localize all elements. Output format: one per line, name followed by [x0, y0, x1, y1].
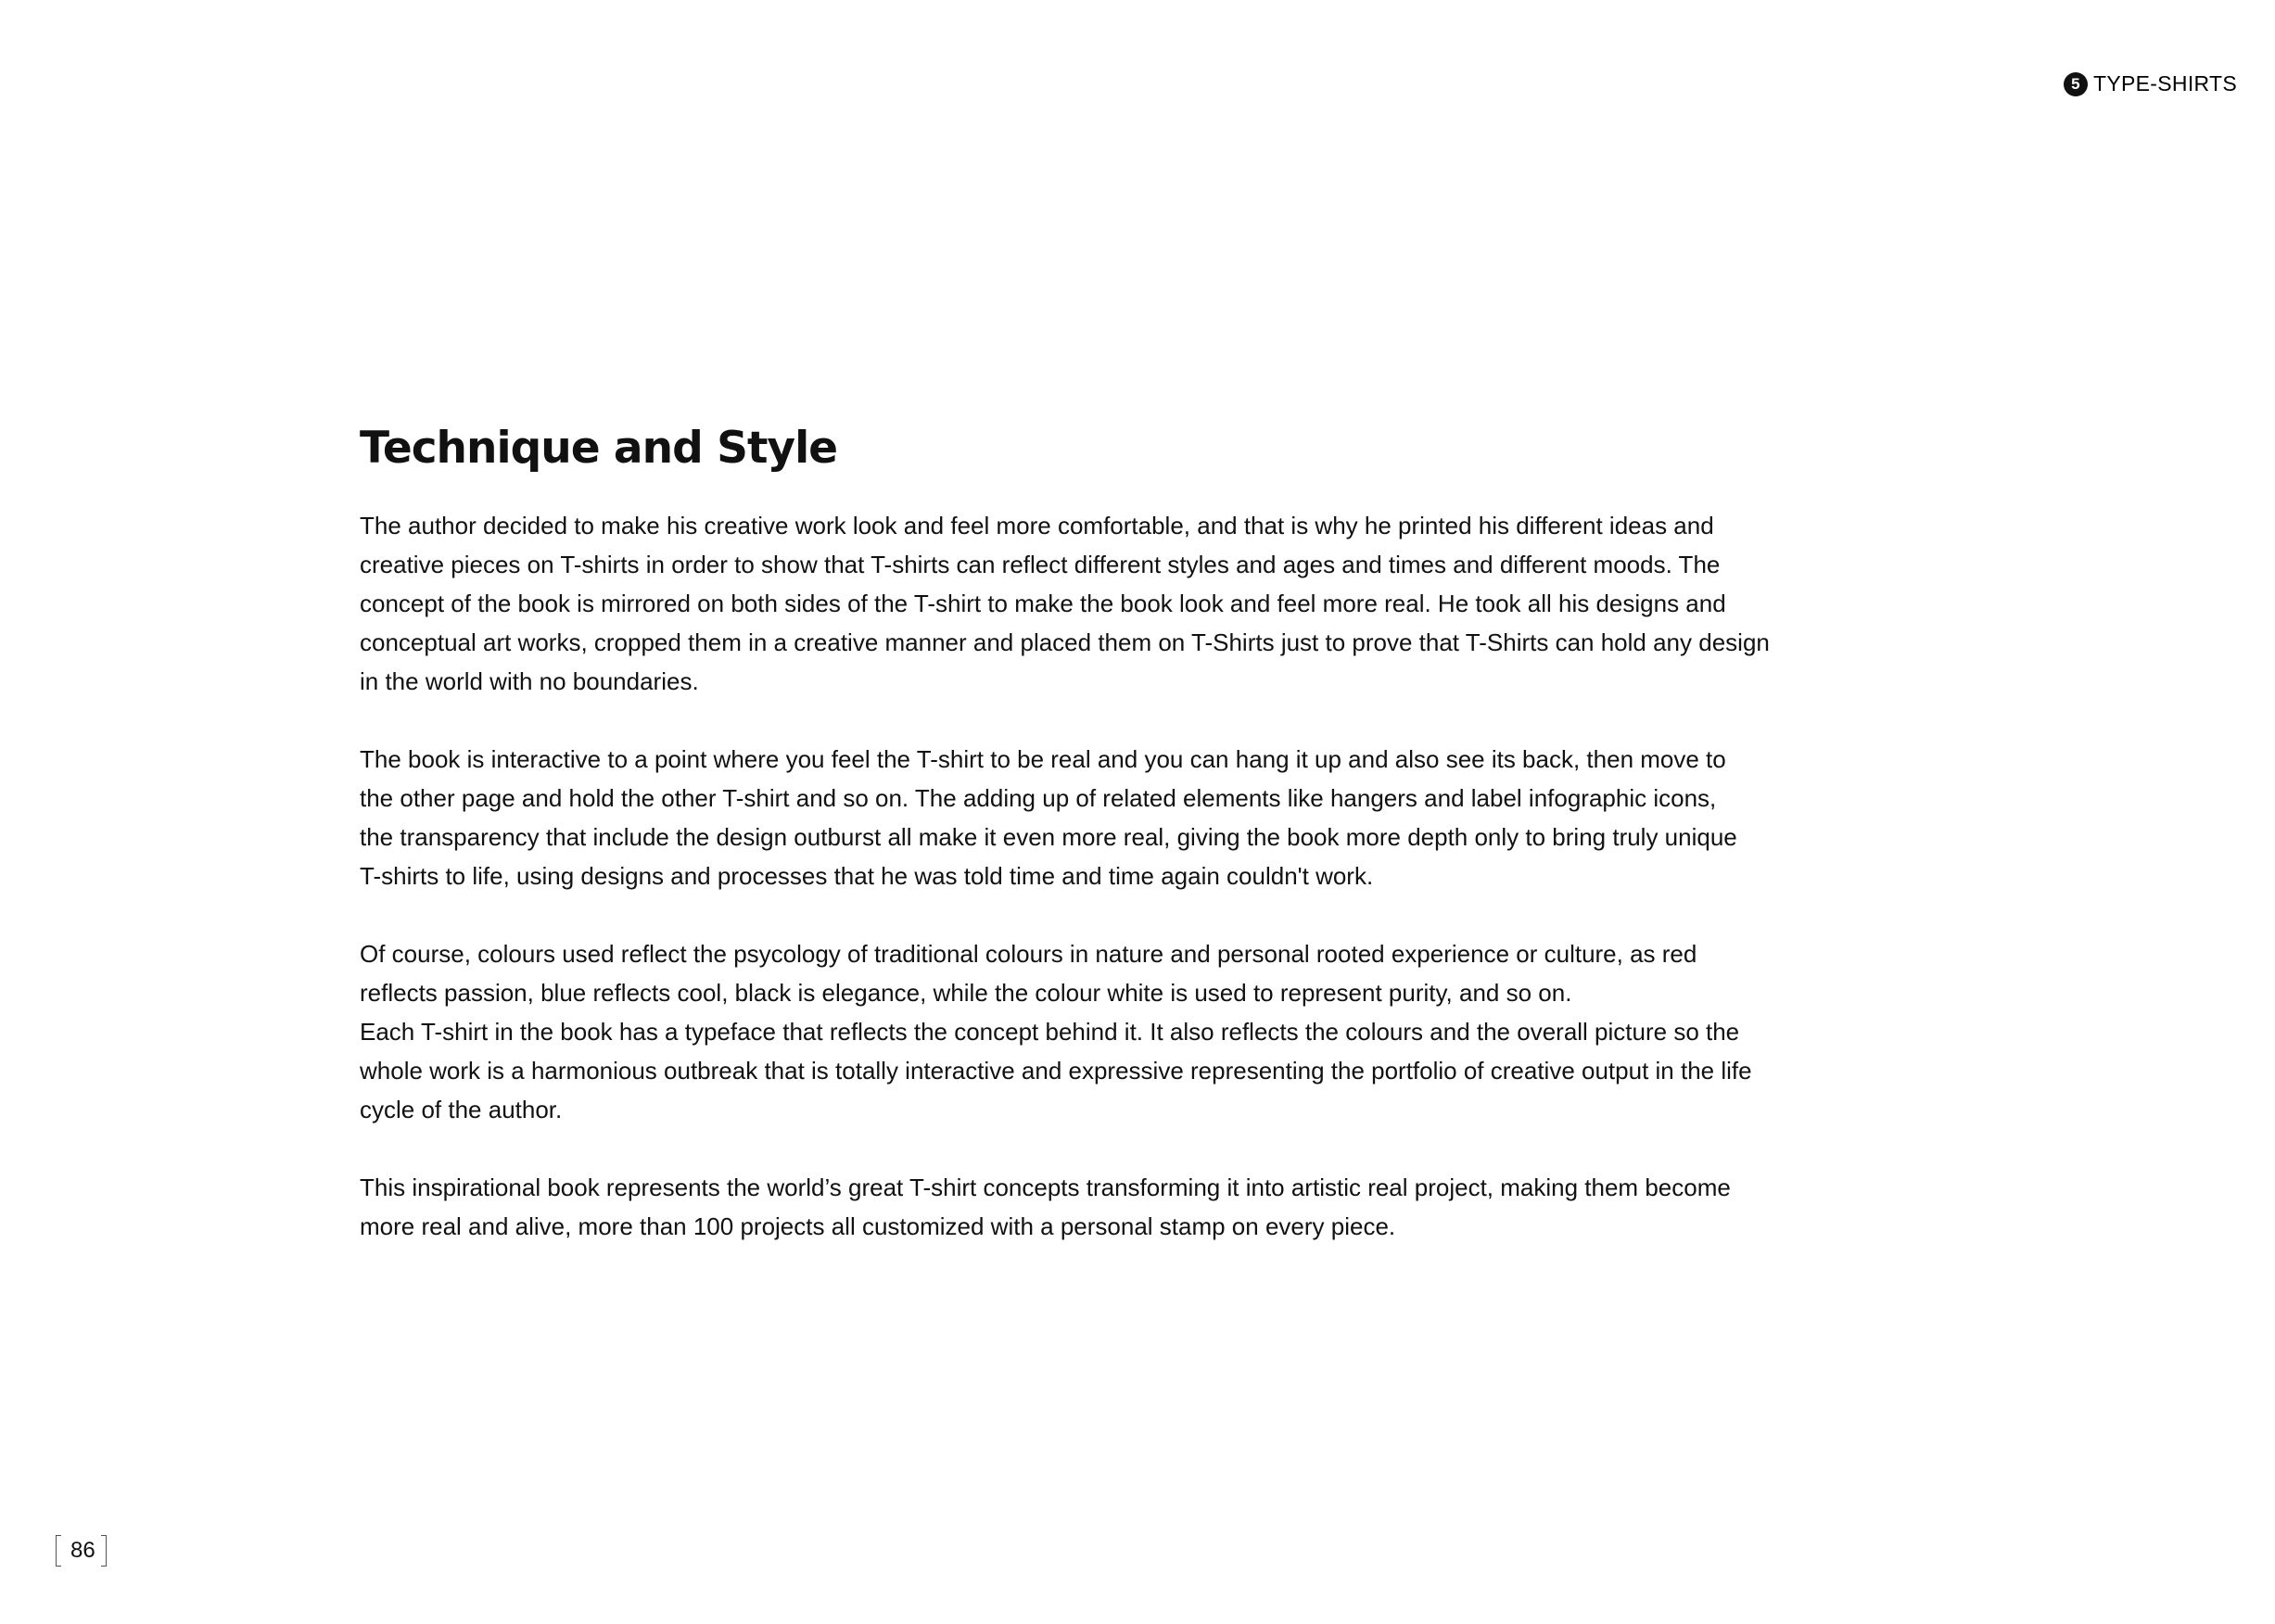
text-line: whole work is a harmonious outbreak that is totally interactive and expressive representing the portfolio of creative output in the life [360, 1056, 1752, 1085]
text-line: creative pieces on T-shirts in order to show that T-shirts can reflect different styles and ages and times and different moods. The [360, 550, 1721, 578]
section-number-badge: 5 [2064, 72, 2088, 96]
article [360, 422, 1862, 1285]
article-title: Technique and Style [360, 423, 838, 474]
paragraph-2 [360, 740, 1862, 895]
paragraph-4 [360, 1012, 1862, 1129]
text-line: Of course, colours used reflect the psycology of traditional colours in nature and personal rooted experience or culture, as red [360, 939, 1697, 968]
text-line: The book is interactive to a point where you feel the T-shirt to be real and you can hang it up and also see its back, then move to [360, 744, 1726, 773]
paragraph-5 [360, 1168, 1862, 1246]
text-line: cycle of the author. [360, 1095, 563, 1123]
text-line: the other page and hold the other T-shirt and so on. The adding up of related elements like hangers and label infographic icons, [360, 783, 1717, 812]
text-line: The author decided to make his creative work look and feel more comfortable, and that is why he printed his different ideas and [360, 511, 1714, 539]
right-bracket-icon [101, 1535, 107, 1567]
text-line: This inspirational book represents the world’s great T-shirt concepts transforming it into artistic real project, making them become [360, 1173, 1731, 1201]
text-line: concept of the book is mirrored on both sides of the T-shirt to make the book look and feel more real. He took all his designs and [360, 589, 1726, 617]
text-line: T-shirts to life, using designs and processes that he was told time and time again couldn't work. [360, 861, 1374, 890]
left-bracket-icon [56, 1535, 61, 1567]
section-header [2064, 71, 2237, 96]
text-line: conceptual art works, cropped them in a creative manner and placed them on T-Shirts just to prove that T-Shirts can hold any design [360, 628, 1770, 656]
text-line: reflects passion, blue reflects cool, black is elegance, while the colour white is used to represent purity, and so on. [360, 978, 1572, 1007]
page-number [56, 1535, 107, 1567]
paragraph-1 [360, 506, 1862, 701]
text-line: in the world with no boundaries. [360, 666, 699, 695]
section-title: TYPE-SHIRTS [2093, 71, 2237, 95]
paragraph-3 [360, 934, 1862, 1012]
page-number-text: 86 [70, 1538, 95, 1563]
text-line: more real and alive, more than 100 projects all customized with a personal stamp on every piece. [360, 1212, 1396, 1240]
text-line: Each T-shirt in the book has a typeface that reflects the concept behind it. It also reflects the colours and the overall picture so the [360, 1017, 1740, 1046]
text-line: the transparency that include the design outburst all make it even more real, giving the book more depth only to bring truly unique [360, 822, 1737, 851]
